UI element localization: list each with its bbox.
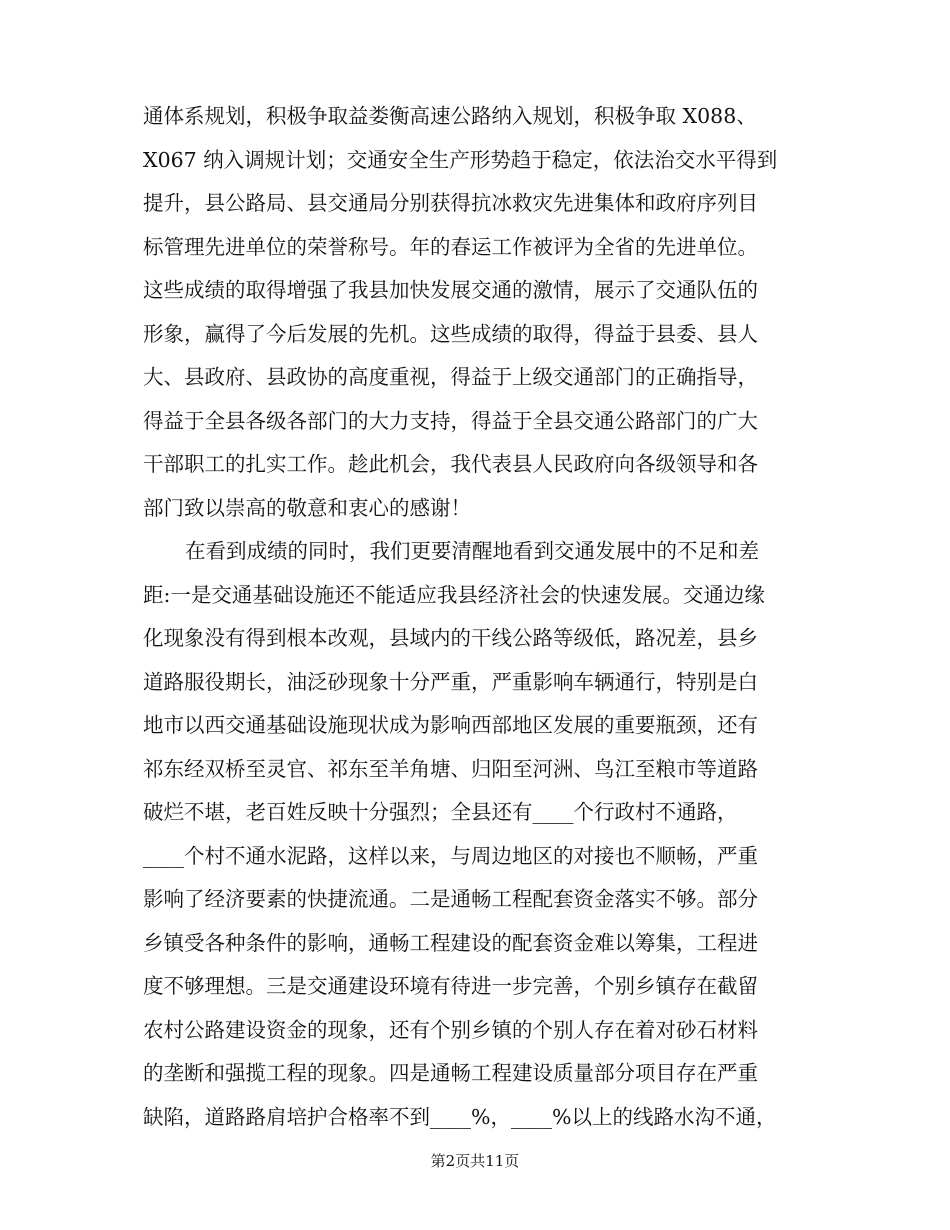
text-line: 这些成绩的取得增强了我县加快发展交通的激情，展示了交通队伍的 bbox=[143, 278, 758, 302]
text-line: 部门致以崇高的敬意和衷心的感谢！ bbox=[143, 495, 471, 520]
text-line: 缺陷，道路路肩培护合格率不到____%，____%以上的线路水沟不通， bbox=[143, 1104, 777, 1129]
body-text bbox=[143, 95, 808, 1139]
text-line: 的垄断和强揽工程的现象。四是通畅工程建设质量部分项目存在严重 bbox=[143, 1061, 758, 1085]
text-line: 标管理先进单位的荣誉称号。年的春运工作被评为全省的先进单位。 bbox=[143, 234, 758, 259]
text-line: 得益于全县各级各部门的大力支持，得益于全县交通公路部门的广大 bbox=[143, 408, 758, 433]
text-line: 通体系规划，积极争取益娄衡高速公路纳入规划，积极争取 X088、 bbox=[143, 104, 757, 128]
text-line: ____个村不通水泥路，这样以来，与周边地区的对接也不顺畅，严重 bbox=[143, 843, 758, 868]
text-line: 距:一是交通基础设施还不能适应我县经济社会的快速发展。交通边缘 bbox=[143, 582, 765, 607]
text-line: 道路服役期长，油泛砂现象十分严重，严重影响车辆通行，特别是白 bbox=[143, 669, 758, 694]
text-line: 提升，县公路局、县交通局分别获得抗冰救灾先进集体和政府序列目 bbox=[143, 191, 758, 215]
text-line: 地市以西交通基础设施现状成为影响西部地区发展的重要瓶颈，还有 bbox=[143, 713, 758, 737]
text-line: 干部职工的扎实工作。趁此机会，我代表县人民政府向各级领导和各 bbox=[143, 452, 758, 476]
text-line: 农村公路建设资金的现象，还有个别乡镇的个别人存在着对砂石材料 bbox=[143, 1017, 758, 1042]
text-line: 乡镇受各种条件的影响，通畅工程建设的配套资金难以筹集，工程进 bbox=[143, 930, 758, 955]
text-line: 形象，赢得了今后发展的先机。这些成绩的取得，得益于县委、县人 bbox=[143, 321, 758, 346]
paragraph-start-line: 在看到成绩的同时，我们更要清醒地看到交通发展中的不足和差 bbox=[185, 539, 759, 563]
text-line: 度不够理想。三是交通建设环境有待进一步完善，个别乡镇存在截留 bbox=[143, 974, 758, 998]
text-line: 影响了经济要素的快捷流通。二是通畅工程配套资金落实不够。部分 bbox=[143, 887, 758, 911]
text-line: X067 纳入调规计划；交通安全生产形势趋于稳定，依法治交水平得到 bbox=[143, 147, 778, 172]
text-line: 化现象没有得到根本改观，县域内的干线公路等级低，路况差，县乡 bbox=[143, 626, 758, 650]
text-line: 祁东经双桥至灵官、祁东至羊角塘、归阳至河洲、鸟江至粮市等道路 bbox=[143, 756, 758, 781]
text-line: 大、县政府、县政协的高度重视，得益于上级交通部门的正确指导， bbox=[143, 365, 758, 389]
text-line: 破烂不堪，老百姓反映十分强烈；全县还有____个行政村不通路， bbox=[143, 800, 738, 824]
page-number-footer: 第2页共11页 bbox=[430, 1152, 520, 1170]
